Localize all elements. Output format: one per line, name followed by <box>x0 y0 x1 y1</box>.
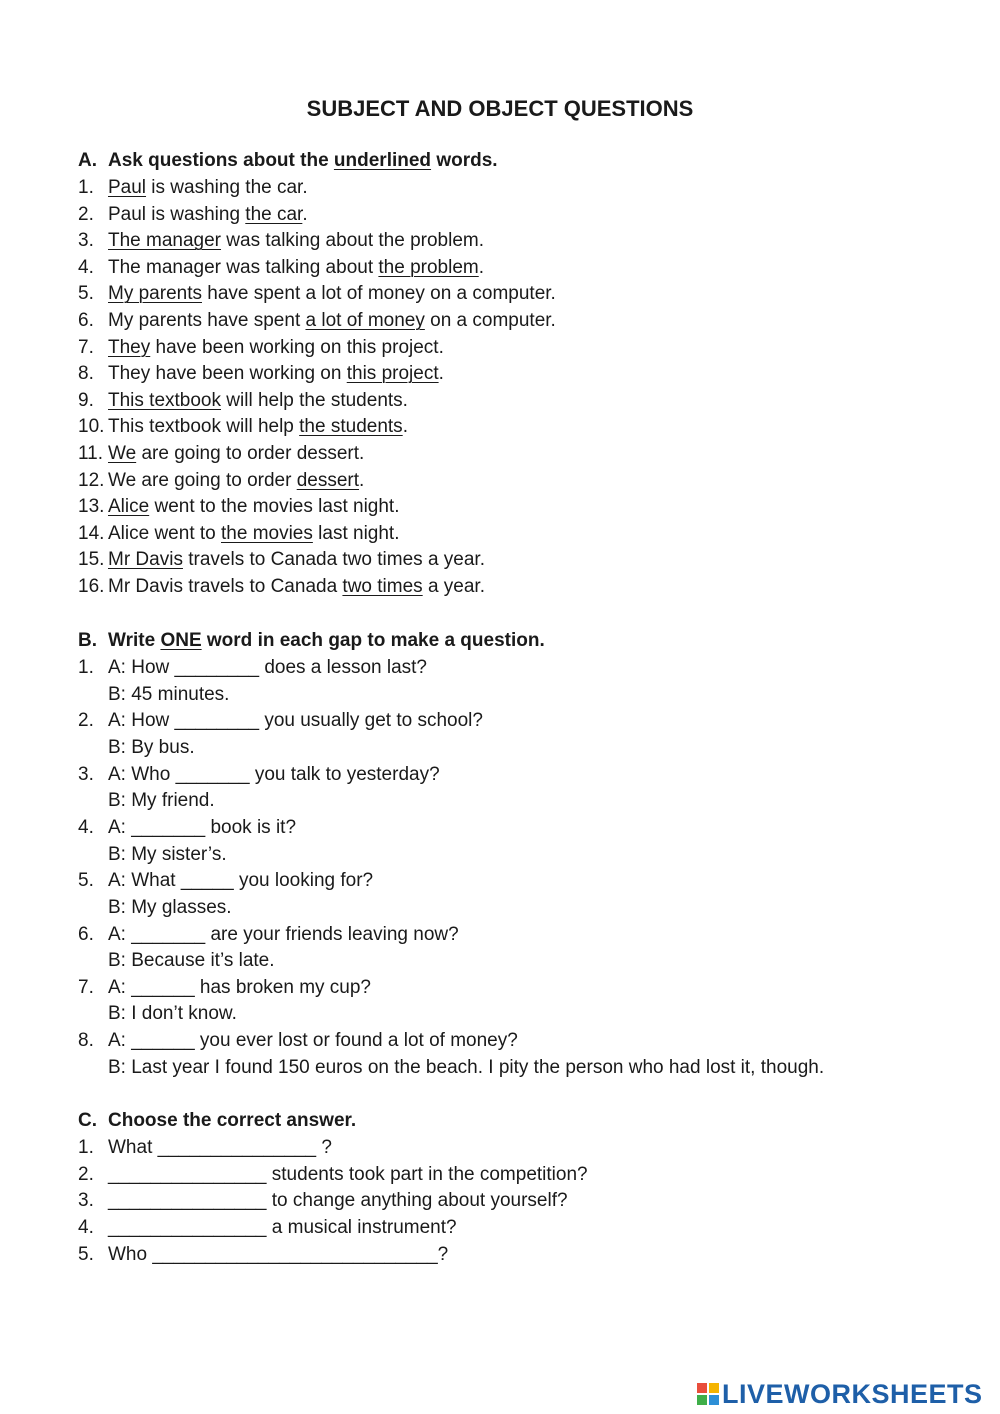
item-number: 6. <box>78 923 94 945</box>
question-line: A: ______ has broken my cup? <box>108 976 372 998</box>
item-text-after: are going to order dessert. <box>136 443 365 464</box>
item-text <box>108 362 444 386</box>
section-b-letter: B. <box>78 630 97 651</box>
item-text-after: . <box>438 363 444 385</box>
item-text <box>108 256 484 280</box>
item-underlined-phrase: The manager <box>108 230 222 252</box>
item-text-after: a year. <box>422 576 485 597</box>
heading-text: word in each gap to make a question. <box>201 630 545 651</box>
item-text-after: was talking about the problem. <box>221 230 485 252</box>
item-underlined-phrase: Paul <box>108 177 147 198</box>
question-line: A: _______ are your friends leaving now? <box>108 923 459 945</box>
item-text-before: My parents have spent <box>108 310 306 331</box>
item-text <box>108 309 556 333</box>
item-text <box>108 522 399 546</box>
item-number: 5. <box>78 1243 94 1265</box>
heading-text: Write <box>108 630 161 651</box>
answer-line: B: 45 minutes. <box>108 683 230 705</box>
item-number: 8. <box>78 363 94 385</box>
item-number: 15. <box>78 549 105 571</box>
question-line: A: _______ book is it? <box>108 816 297 838</box>
section-c-letter: C. <box>78 1110 97 1131</box>
item-text-after: have spent a lot of money on a computer. <box>201 283 556 305</box>
question-line: A: ______ you ever lost or found a lot of money? <box>108 1030 518 1052</box>
question-line: A: Who _______ you talk to yesterday? <box>108 763 440 785</box>
item-underlined-phrase: My parents <box>108 283 202 305</box>
item-text-before: They have been working on <box>108 363 347 385</box>
answer-line: B: Because it’s late. <box>108 950 275 972</box>
item-text <box>108 442 364 466</box>
section-a-letter: A. <box>78 150 97 171</box>
item-text <box>108 389 408 413</box>
item-number: 4. <box>78 256 94 278</box>
item-text-after: is washing the car. <box>146 177 308 198</box>
answer-line: B: I don’t know. <box>108 1003 237 1025</box>
item-text <box>108 203 308 227</box>
item-number: 3. <box>78 763 94 785</box>
item-text-before: Alice went to <box>108 522 221 544</box>
item-text-after: . <box>478 256 485 278</box>
answer-line: B: By bus. <box>108 736 195 758</box>
logo-square <box>697 1395 707 1405</box>
item-text <box>108 575 485 599</box>
item-text-after: . <box>359 469 365 491</box>
item-text <box>108 229 484 253</box>
item-text-after: will help the students. <box>221 389 408 411</box>
item-text-before: We are going to order <box>108 469 297 491</box>
heading-underlined-word: ONE <box>160 630 202 651</box>
item-number: 13. <box>78 496 105 518</box>
heading-underlined-word: underlined <box>333 150 432 171</box>
question-line: A: How ________ you usually get to school? <box>108 710 483 732</box>
item-text-before: Mr Davis travels to Canada <box>108 576 343 597</box>
item-text <box>108 495 399 519</box>
item-number: 7. <box>78 336 94 358</box>
item-number: 6. <box>78 310 94 331</box>
item-underlined-phrase: the problem <box>378 256 479 278</box>
answer-line: B: My friend. <box>108 790 215 812</box>
item-text-after: last night. <box>312 522 400 544</box>
item-number: 3. <box>78 230 94 252</box>
item-underlined-phrase: This textbook <box>108 389 221 411</box>
item-underlined-phrase: Mr Davis <box>108 549 183 571</box>
item-text: What _______________ ? <box>108 1137 332 1158</box>
item-text-before: The manager was talking about <box>108 256 379 278</box>
item-underlined-phrase: two times <box>342 576 423 597</box>
question-line: A: What _____ you looking for? <box>108 870 374 892</box>
item-text <box>108 469 364 493</box>
logo-mark-icon <box>697 1383 719 1405</box>
item-underlined-phrase: the students <box>299 416 403 438</box>
item-text: _______________ students took part in the competition? <box>108 1163 588 1185</box>
heading-text: words. <box>431 150 498 171</box>
item-number: 5. <box>78 870 94 892</box>
answer-line: B: Last year I found 150 euros on the beach. I pity the person who had lost it, though. <box>108 1056 825 1078</box>
item-underlined-phrase: They <box>108 336 151 358</box>
item-number: 1. <box>78 657 94 678</box>
item-text <box>108 548 485 572</box>
item-number: 2. <box>78 203 94 225</box>
item-text-after: . <box>402 416 408 438</box>
item-text: Who ___________________________? <box>108 1243 449 1265</box>
item-number: 10. <box>78 416 105 438</box>
answer-line: B: My glasses. <box>108 896 232 918</box>
item-underlined-phrase: the movies <box>221 522 313 544</box>
item-number: 14. <box>78 522 105 544</box>
item-text <box>108 282 556 306</box>
item-text-before: Paul is washing <box>108 203 246 225</box>
item-underlined-phrase: We <box>108 443 137 464</box>
item-text <box>108 176 308 200</box>
item-underlined-phrase: a lot of money <box>305 310 425 331</box>
item-underlined-phrase: dessert <box>296 469 360 491</box>
item-number: 2. <box>78 710 94 732</box>
liveworksheets-logo <box>697 1378 983 1410</box>
item-number: 11. <box>78 443 104 464</box>
item-number: 12. <box>78 469 105 491</box>
item-number: 1. <box>78 177 94 198</box>
answer-line: B: My sister’s. <box>108 843 227 865</box>
item-text: _______________ to change anything about yourself? <box>108 1190 568 1212</box>
item-text-after: have been working on this project. <box>150 336 444 358</box>
item-number: 8. <box>78 1030 94 1052</box>
item-text <box>108 415 408 439</box>
item-underlined-phrase: Alice <box>108 496 150 518</box>
question-line: A: How ________ does a lesson last? <box>108 657 427 678</box>
heading-text: Ask questions about the <box>108 150 334 171</box>
item-number: 5. <box>78 283 94 305</box>
item-number: 1. <box>78 1137 94 1158</box>
item-number: 7. <box>78 976 94 998</box>
item-text-after: on a computer. <box>424 310 556 331</box>
logo-square <box>709 1383 719 1393</box>
item-text-after: . <box>302 203 308 225</box>
item-number: 16. <box>78 576 105 597</box>
item-underlined-phrase: this project <box>346 363 439 385</box>
logo-square <box>697 1383 707 1393</box>
section-c-heading-text: Choose the correct answer. <box>108 1110 357 1131</box>
item-number: 9. <box>78 389 94 411</box>
item-text-after: went to the movies last night. <box>149 496 400 518</box>
page-title: SUBJECT AND OBJECT QUESTIONS <box>306 96 694 121</box>
item-number: 4. <box>78 816 94 838</box>
logo-square <box>709 1395 719 1405</box>
item-number: 2. <box>78 1163 94 1185</box>
item-number: 3. <box>78 1190 94 1212</box>
item-text <box>108 336 444 360</box>
logo-text: LIVEWORKSHEETS <box>722 1378 983 1409</box>
item-number: 4. <box>78 1217 94 1239</box>
item-text-after: travels to Canada two times a year. <box>182 549 485 571</box>
item-text-before: This textbook will help <box>108 416 300 438</box>
item-text: _______________ a musical instrument? <box>108 1217 457 1239</box>
item-underlined-phrase: the car <box>245 203 303 225</box>
